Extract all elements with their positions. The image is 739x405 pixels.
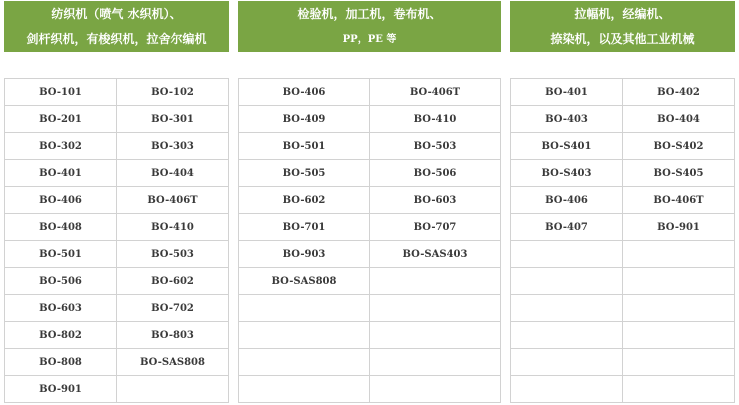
model-cell: BO-701 [239,214,370,241]
header-line-2: 剑杆织机，有梭织机，拉舍尔编机 [26,31,207,46]
table-row [5,268,229,295]
model-cell: BO-501 [5,241,117,268]
table-row [239,268,501,295]
model-cell: BO-401 [5,160,117,187]
table-row [5,160,229,187]
model-cell: BO-406 [239,79,370,106]
category-column-inspection [238,1,501,403]
table-row [239,106,501,133]
model-table [4,78,229,403]
model-cell: BO-410 [370,106,501,133]
table-row [5,349,229,376]
table-row [239,322,501,349]
model-cell: BO-603 [5,295,117,322]
model-cell [511,295,623,322]
model-cell: BO-301 [117,106,229,133]
model-cell: BO-102 [117,79,229,106]
model-cell: BO-402 [623,79,735,106]
model-cell: BO-302 [5,133,117,160]
table-row [239,79,501,106]
model-cell [117,376,229,403]
model-cell [623,376,735,403]
model-cell: BO-408 [5,214,117,241]
table-row [511,79,735,106]
model-cell [370,376,501,403]
column-header [4,1,229,52]
model-cell [239,376,370,403]
table-row [511,187,735,214]
model-cell [511,322,623,349]
model-cell: BO-409 [239,106,370,133]
model-cell [623,322,735,349]
header-line-2: PP，PE 等 [342,33,397,45]
model-cell: BO-S402 [623,133,735,160]
model-cell [370,349,501,376]
table-row [239,241,501,268]
model-cell [623,241,735,268]
header-line-1: 检验机，加工机，卷布机、 [297,6,442,21]
model-cell: BO-503 [117,241,229,268]
model-cell: BO-SAS808 [117,349,229,376]
model-cell [370,295,501,322]
model-cell: BO-406T [117,187,229,214]
table-row [511,376,735,403]
model-table [510,78,735,403]
model-cell: BO-S405 [623,160,735,187]
model-cell: BO-802 [5,322,117,349]
table-row [5,79,229,106]
header-line-1: 拉幅机，经编机、 [574,6,671,21]
table-row [5,322,229,349]
table-row [511,160,735,187]
model-cell: BO-407 [511,214,623,241]
model-cell [370,322,501,349]
category-column-textile [4,1,229,403]
model-cell: BO-808 [5,349,117,376]
table-row [5,376,229,403]
table-row [5,133,229,160]
model-cell [239,322,370,349]
table-row [511,214,735,241]
table-row [239,214,501,241]
model-cell [623,349,735,376]
table-row [239,187,501,214]
model-cell: BO-404 [117,160,229,187]
model-cell: BO-506 [5,268,117,295]
model-cell: BO-602 [239,187,370,214]
model-cell: BO-401 [511,79,623,106]
table-row [239,295,501,322]
model-cell: BO-901 [623,214,735,241]
model-cell [623,268,735,295]
model-cell [511,268,623,295]
model-cell [511,241,623,268]
column-header [238,1,501,52]
model-cell [239,295,370,322]
table-row [511,322,735,349]
model-cell: BO-SAS403 [370,241,501,268]
model-cell: BO-503 [370,133,501,160]
model-cell: BO-506 [370,160,501,187]
category-column-tenter [510,1,735,403]
model-cell: BO-403 [511,106,623,133]
table-row [511,106,735,133]
model-cell [511,349,623,376]
model-cell: BO-404 [623,106,735,133]
model-cell: BO-303 [117,133,229,160]
model-cell: BO-901 [5,376,117,403]
model-cell: BO-410 [117,214,229,241]
table-row [5,241,229,268]
header-line-1: 纺织机（喷气 水织机）、 [51,6,182,21]
model-cell: BO-S401 [511,133,623,160]
model-cell: BO-603 [370,187,501,214]
table-row [5,295,229,322]
model-cell [370,268,501,295]
model-cell: BO-602 [117,268,229,295]
model-cell: BO-SAS808 [239,268,370,295]
header-line-2: 捺染机，以及其他工业机械 [550,31,695,46]
table-row [239,349,501,376]
table-row [239,160,501,187]
model-cell: BO-505 [239,160,370,187]
table-row [5,187,229,214]
table-row [511,268,735,295]
model-cell [623,295,735,322]
model-cell: BO-406 [5,187,117,214]
table-row [239,133,501,160]
model-cell: BO-S403 [511,160,623,187]
model-cell: BO-903 [239,241,370,268]
model-cell: BO-201 [5,106,117,133]
model-cell [239,349,370,376]
model-cell: BO-501 [239,133,370,160]
table-row [5,106,229,133]
model-cell: BO-707 [370,214,501,241]
model-cell: BO-406T [623,187,735,214]
table-row [5,214,229,241]
model-cell: BO-101 [5,79,117,106]
table-row [239,376,501,403]
model-cell: BO-803 [117,322,229,349]
model-table [238,78,501,403]
model-cell [511,376,623,403]
table-row [511,349,735,376]
model-cell: BO-406T [370,79,501,106]
model-cell: BO-406 [511,187,623,214]
model-cell: BO-702 [117,295,229,322]
table-row [511,295,735,322]
column-header [510,1,735,52]
table-row [511,241,735,268]
table-row [511,133,735,160]
